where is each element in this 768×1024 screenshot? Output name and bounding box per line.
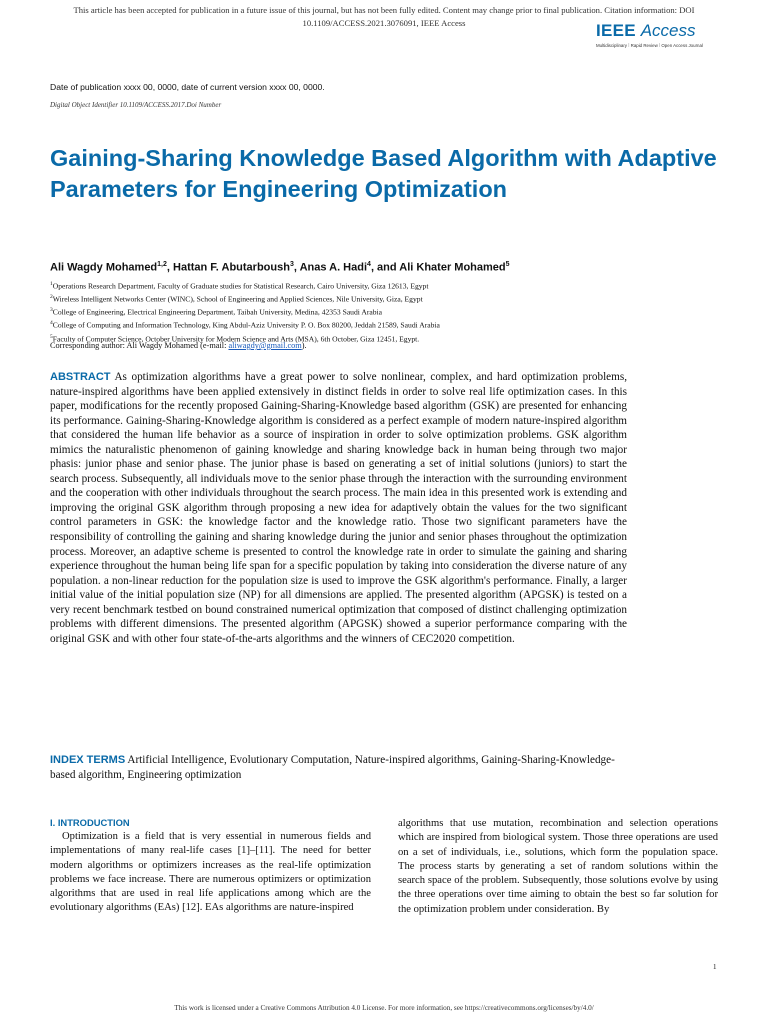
author-sup: 3	[289, 261, 294, 268]
affiliation-text: College of Computing and Information Technology, King Abdul-Aziz University P. O. Box 80200, Jeddah 21589, Saudi Arabia	[52, 320, 440, 330]
publication-date: Date of publication xxxx 00, 0000, date of current version xxxx 00, 0000.	[50, 82, 325, 92]
author-sep: ,	[166, 261, 174, 274]
logo-access-text: Access	[640, 21, 696, 40]
logo-wordmark	[596, 22, 716, 40]
logo-tagline: Multidisciplinary ⁞ Rapid Review ⁞ Open Access Journal	[596, 43, 703, 48]
section-heading: I. INTRODUCTION	[50, 817, 130, 828]
affiliation-text: Operations Research Department, Faculty of Graduate studies for Statistical Research, Cairo University, Giza 12613, Egypt	[52, 281, 429, 291]
email-link[interactable]: aliwagdy@gmail.com	[228, 341, 302, 350]
author-sup: 1,2	[157, 261, 167, 268]
author-sup: 4	[367, 261, 371, 268]
affiliation-item	[50, 318, 440, 331]
author-name: Hattan F. Abutarboush	[173, 261, 290, 274]
index-terms	[50, 753, 627, 783]
corresponding-prefix: Corresponding author: Ali Wagdy Mohamed (e-mail:	[50, 341, 229, 350]
author-name: Ali Khater Mohamed	[399, 261, 506, 274]
corresponding-author	[50, 341, 307, 350]
affiliation-text: Wireless Intelligent Networks Center (WINC), School of Engineering and Applied Sciences, Nile University, Giza, Egypt	[52, 294, 423, 304]
license-notice: This work is licensed under a Creative Commons Attribution 4.0 License. For more information, see https://creativecommons.org/licenses/by/4.0/	[174, 1004, 594, 1012]
page-number: 1	[713, 963, 717, 971]
affiliation-sup: 2	[50, 294, 53, 301]
doi-line: Digital Object Identifier 10.1109/ACCESS.2017.Doi Number	[50, 101, 222, 109]
author-name: Ali Wagdy Mohamed	[50, 261, 158, 274]
paper-title: Gaining-Sharing Knowledge Based Algorithm with Adaptive Parameters for Engineering Optimization	[50, 145, 717, 202]
logo-ieee-text: IEEE	[596, 21, 636, 40]
affiliation-sup: 3	[50, 307, 53, 314]
author-sep: ,	[293, 261, 300, 274]
affiliation-item	[50, 305, 440, 318]
index-terms-text: Artificial Intelligence, Evolutionary Computation, Nature-inspired algorithms, Gaining-Sharing-Knowledge-based algorithm, Engineering optimization	[50, 754, 615, 781]
affiliation-item	[50, 279, 440, 292]
affiliation-text: Faculty of Computer Science, October University for Modern Science and Arts (MSA), 6th October, Giza 12451, Egypt.	[52, 334, 420, 344]
notice-line-2: 10.1109/ACCESS.2021.3076091, IEEE Access	[302, 18, 466, 28]
author-sep: , and	[370, 261, 400, 274]
affiliation-sup: 5	[50, 333, 53, 340]
abstract-text: As optimization algorithms have a great power to solve nonlinear, complex, and hard optimization problems, nature-inspired algorithms have been applied extensively in distinct fields in order to solve real life optimization cases. In this paper, modifications for the recently proposed Gaining-Sharing-Knowledge based algorithm (GSK) are presented for enhancing its performance. Gaining-Sharing-Knowledge algorithm is considered as a perfect example of modern nature-inspired algorithm that considered the human life behavior as a source of inspiration in order to solve optimization problems. GSK algorithm mimics the naturalistic phenomenon of gaining knowledge and sharing knowledge back in human being through two major phasis: junior phase and senior phase. The junior phase is based on generating a set of initial solutions (juniors) to start the search process. Subsequently, all individuals move to the senior phase through the interaction with the surrounding environment and the cooperation with other individuals throughout the search process. The main idea in this presented work is extending and improving the original GSK algorithm through proposing a new idea for adaptively obtain the values for the two significant control parameters in GSK: the knowledge factor and the knowledge ratio. Those two significant parameters have the responsibility of controlling the gaining and sharing knowledge during the junior and senior phases throughout the optimization process. Moreover, an adaptive scheme is presented to control the knowledge rate in order to simulate the gaining and sharing experience throughout the human being life span for a specific population by taking into consideration the diverse nature of any population. a non-linear reduction for the population size is used to improve the GSK algorithm's performance. Finally, a larger initial value of the initial population size (NP) for all dimensions are applied. The presented algorithm (APGSK) is tested on a very recent benchmark testbed on bound constrained numerical optimization that composed of distinct challenging optimization problems with different dimensions. The presented algorithm (APGSK) showed a superior performance comparing with the original GSK and with other four state-of-the-arts algorithms and the winners of CEC2020 competition.	[50, 371, 628, 645]
index-terms-label: INDEX TERMS	[50, 754, 126, 766]
abstract-label: ABSTRACT	[50, 371, 111, 383]
notice-line-1: This article has been accepted for publication in a future issue of this journal, but has not been fully edited. Content may change prior to final publication. Citation information: DOI	[73, 5, 695, 15]
ieee-access-logo	[596, 22, 716, 56]
affiliation-text: College of Engineering, Electrical Engineering Department, Taibah University, Medina, 42353 Saudi Arabia	[52, 307, 383, 317]
intro-column-right: algorithms that use mutation, recombination and selection operations which are inspired from biological system. Those three operations are used on a set of individuals, i.e., solutions, which form the population space. The process starts by generating a set of random solutions within the search space of the problem. Subsequently, those solutions evolve by using the three operations over time aiming to obtain the best so far solution for the optimization problem under consideration. By	[398, 818, 718, 915]
affiliation-item	[50, 292, 440, 305]
affiliation-list	[50, 279, 440, 345]
abstract	[50, 370, 627, 646]
intro-column-left: Optimization is a field that is very essential in numerous fields and implementations of many real-life cases [1]–[11]. The need for better modern algorithms or optimizers increases as the real-life optimization problems we face increase. There are numerous optimizers or optimization algorithms that are used in real life applications among which are the evolutionary algorithms (EAs) [12]. EAs algorithms are nature-inspired	[50, 831, 371, 914]
affiliation-sup: 1	[50, 281, 53, 287]
author-name: Anas A. Hadi	[299, 261, 368, 274]
author-sup: 5	[505, 261, 510, 268]
corresponding-suffix: ).	[301, 341, 307, 350]
author-list	[50, 261, 510, 274]
affiliation-sup: 4	[50, 320, 53, 327]
